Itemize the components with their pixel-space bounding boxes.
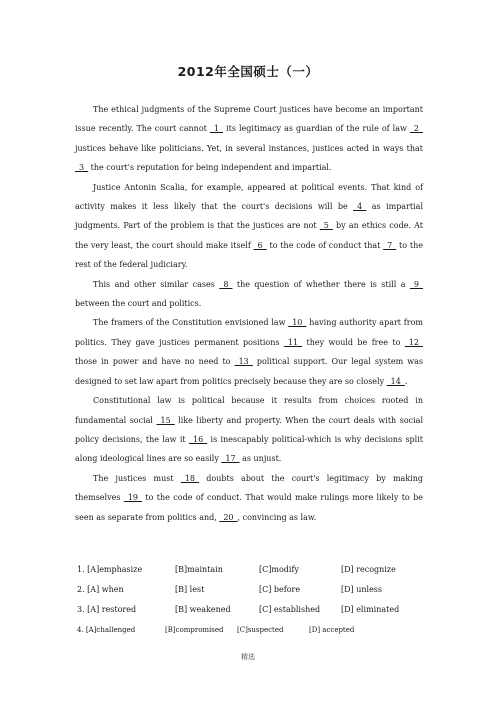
option-row-2: [77, 580, 427, 600]
option-a: 3. [A] restored: [77, 605, 137, 614]
blank-13: _13_: [234, 357, 253, 367]
text-run: The ethical judgments of the Supreme Court justices have become an important issue recently. The court cannot: [75, 105, 426, 134]
text-run: political support. Our legal system was designed to set law apart from politics precisely because they are so closely: [75, 357, 426, 386]
option-d: [D] accepted: [309, 626, 355, 634]
text-run: Constitutional law is political because it results from choices rooted in fundamental social: [75, 396, 426, 425]
text-run: .: [404, 376, 408, 386]
option-c: [C]modify: [259, 565, 299, 574]
text-run: The framers of the Constitution envisioned law: [93, 318, 289, 328]
option-d: [D] unless: [341, 585, 383, 594]
text-run: to the code of conduct. That would make rulings more likely to be seen as separate from politics and,: [75, 493, 426, 522]
text-run: between the court and politics.: [75, 279, 426, 309]
blank-9: _9_: [409, 279, 424, 289]
text-run: those in power and have no need to: [75, 337, 426, 367]
text-run: as impartial judgments. Part of the problem is that the justices are not: [75, 202, 426, 231]
blank-20: _20_: [219, 512, 238, 522]
paragraph-3: [75, 275, 426, 314]
paragraph-2: [75, 178, 426, 275]
option-b: [B] lest: [175, 585, 205, 594]
option-row-4: [77, 620, 427, 640]
blank-18: _18_: [180, 473, 200, 483]
text-run: is inescapably political-which is why decisions split along ideological lines are so easily: [75, 434, 426, 464]
option-d: [D] eliminated: [341, 605, 400, 614]
option-b: [B]compromised: [165, 626, 224, 634]
paragraph-5: [75, 391, 426, 469]
text-run: the question of whether there is still a: [232, 279, 410, 289]
blank-5: _5_: [319, 221, 333, 231]
blank-2: _2_: [409, 124, 424, 134]
answer-options: [77, 560, 427, 640]
paragraph-6: [75, 469, 426, 527]
blank-16: _16_: [188, 434, 208, 444]
blank-8: _8_: [219, 279, 233, 289]
option-c: [C]suspected: [237, 626, 284, 634]
text-run: Justice Antonin Scalia, for example, appeared at political events. That kind of activity makes it less likely that the court's decisions will be: [75, 182, 426, 212]
text-run: to the code of conduct that: [266, 240, 384, 250]
text-run: The justices must: [93, 473, 181, 483]
option-a: 4. [A]challenged: [77, 626, 136, 634]
option-c: [C] before: [259, 585, 301, 594]
blank-12: _12_: [404, 337, 424, 347]
blank-19: _19_: [123, 493, 143, 503]
text-run: justices behave like politicians. Yet, in several instances, justices acted in ways that: [75, 124, 426, 153]
text-run: by an ethics code. At the very least, the court should make itself: [75, 221, 426, 250]
blank-15: _15_: [156, 415, 175, 425]
blank-17: _17_: [221, 454, 240, 464]
blank-6: _6_: [253, 240, 267, 250]
text-run: to the rest of the federal judiciary.: [75, 240, 426, 270]
blank-1: _1_: [209, 124, 223, 134]
option-d: [D] recognize: [341, 565, 396, 574]
option-a: 1. [A]emphasize: [77, 565, 143, 574]
paragraph-1: [75, 100, 426, 178]
option-b: [B] weakened: [175, 605, 231, 614]
passage: [75, 100, 426, 527]
text-run: the court's reputation for being independent and impartial.: [88, 163, 332, 173]
option-b: [B]maintain: [175, 565, 223, 574]
text-run: having authority apart from politics. They gave justices permanent positions: [75, 318, 426, 347]
option-c: [C] established: [259, 605, 321, 614]
blank-4: _4_: [353, 202, 367, 212]
blank-10: _10_: [288, 318, 307, 328]
text-run: like liberty and property. When the court deals with social policy decisions, the law it: [75, 415, 426, 444]
text-run: This and other similar cases: [93, 279, 220, 289]
text-run: doubts about the court's legitimacy by making themselves: [75, 473, 426, 503]
blank-14: _14_: [386, 376, 405, 386]
option-a: 2. [A] when: [77, 585, 124, 594]
paragraph-4: [75, 313, 426, 391]
text-run: they would be free to: [302, 337, 405, 347]
blank-3: _3_: [75, 163, 89, 173]
text-run: , convincing as law.: [237, 512, 317, 522]
option-row-1: [77, 560, 427, 580]
document-title: 2012年全国硕士（一）: [177, 64, 319, 79]
blank-7: _7_: [383, 240, 397, 250]
blank-11: _11_: [283, 337, 303, 347]
text-run: its legitimacy as guardian of the rule of law: [223, 124, 410, 134]
page-footer: 精选: [241, 653, 255, 661]
text-run: as unjust.: [239, 454, 282, 464]
option-row-3: [77, 600, 427, 620]
